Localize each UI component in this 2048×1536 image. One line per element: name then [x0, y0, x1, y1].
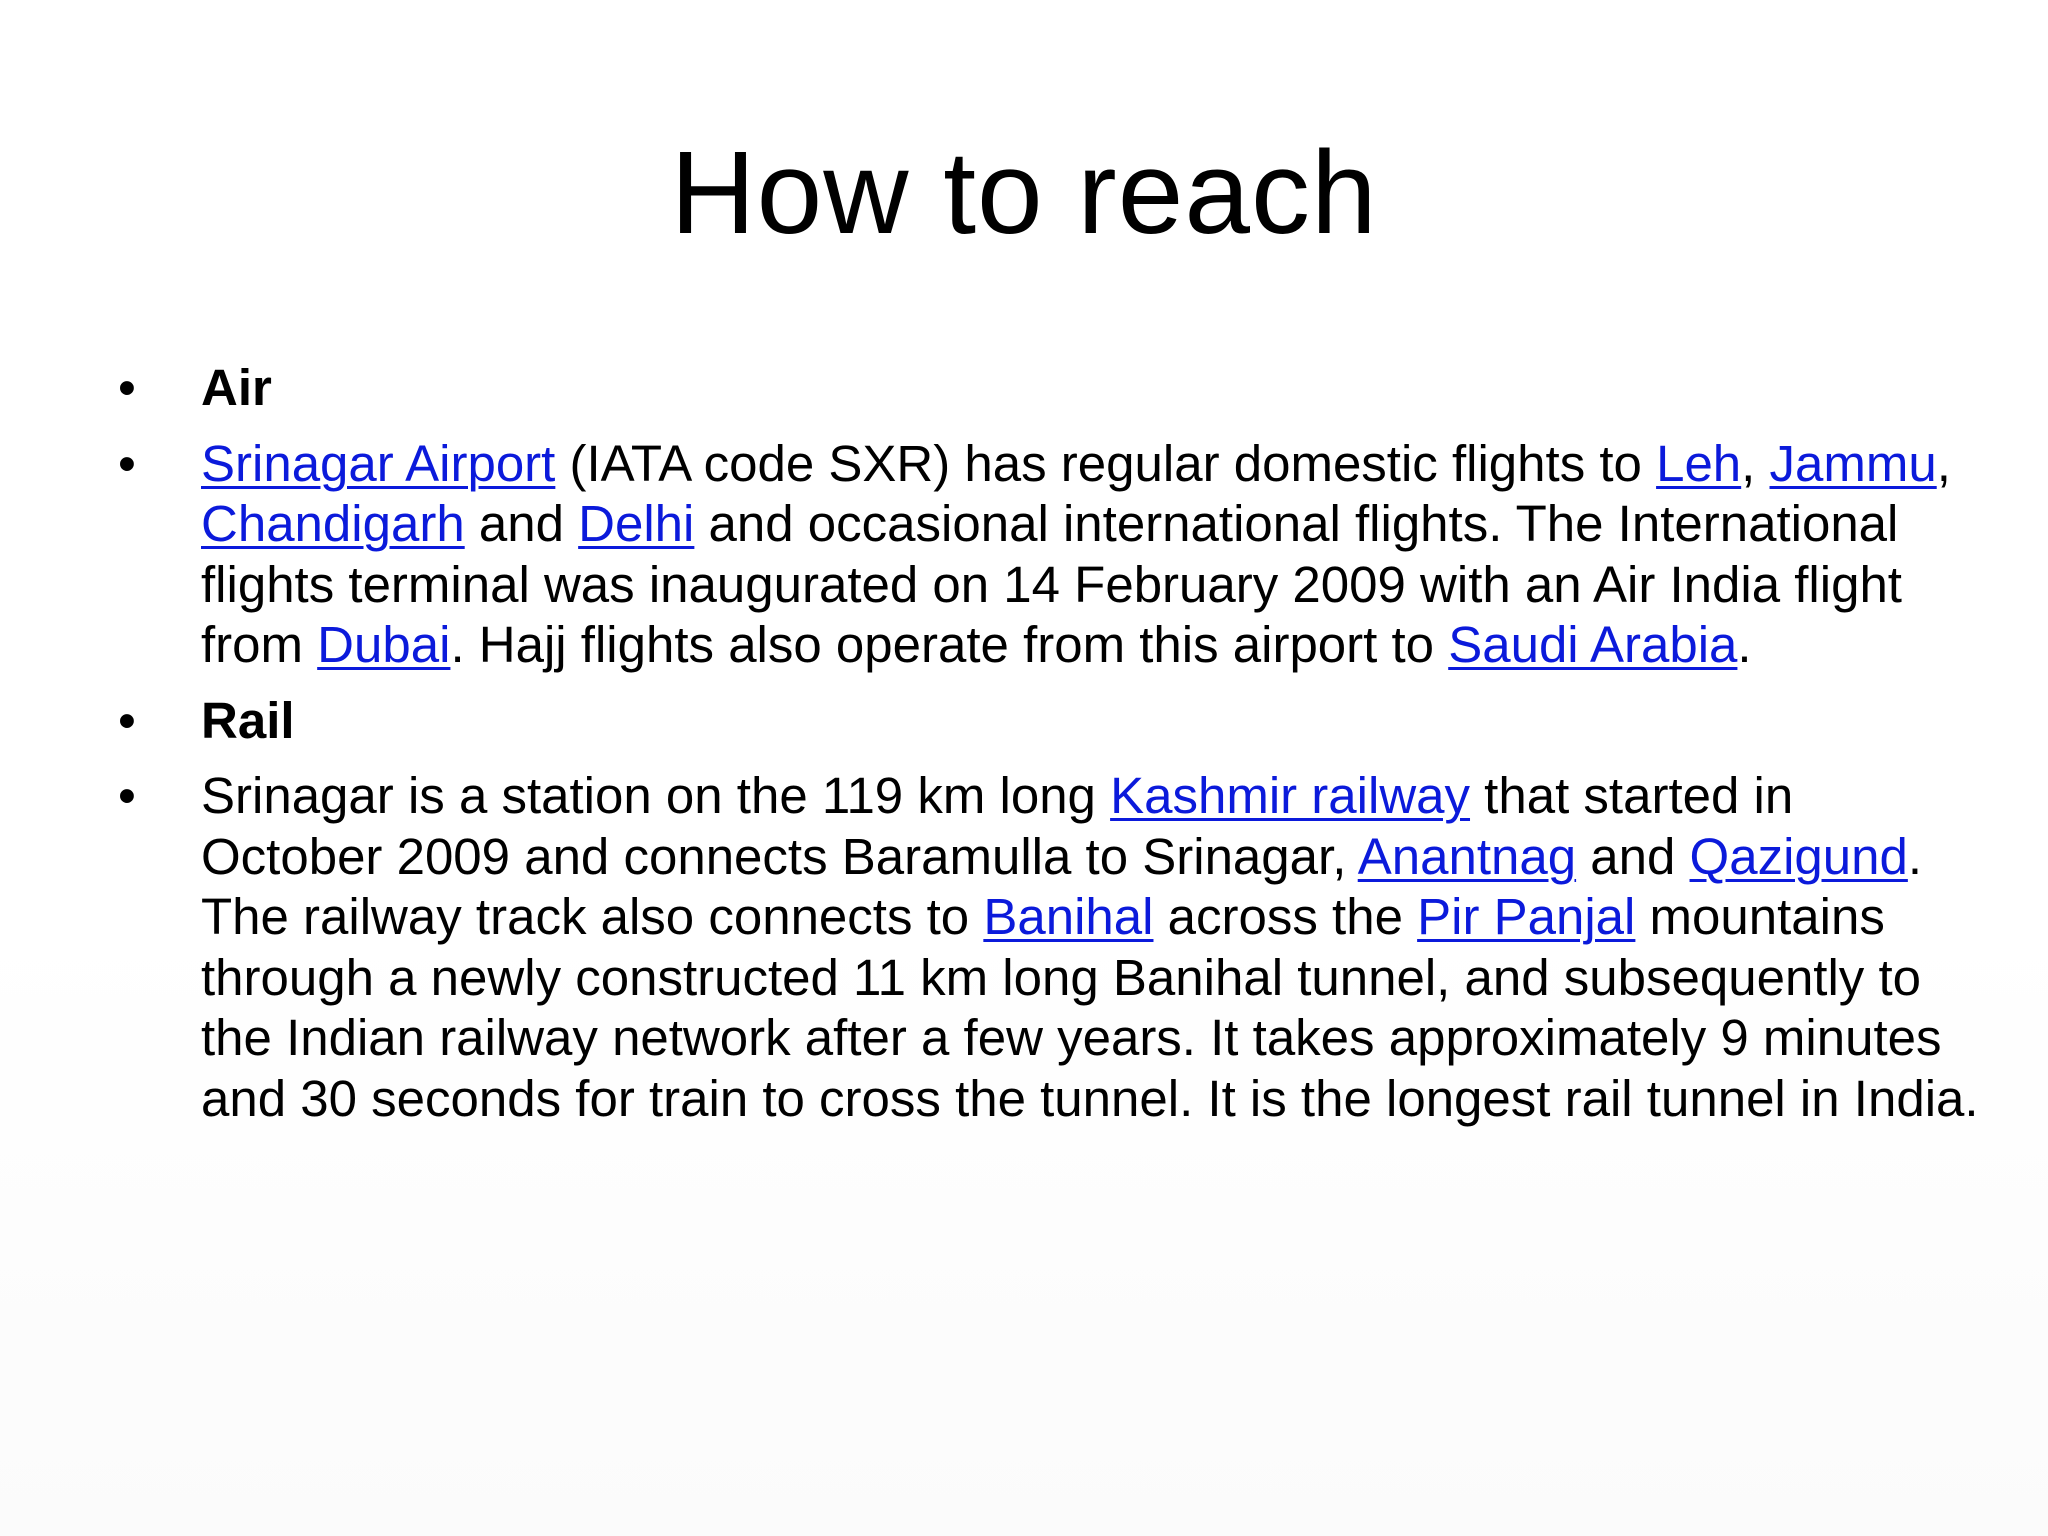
bullet-dot-icon: •: [118, 434, 136, 492]
link-kashmir-railway[interactable]: Kashmir railway: [1110, 767, 1471, 824]
air-text: and: [464, 495, 579, 552]
rail-text: that started in October 2009 and connects Baramulla to Srinagar,: [201, 767, 1794, 885]
section-heading-rail: Rail: [201, 691, 295, 749]
air-text: .: [1737, 616, 1752, 673]
air-text: (IATA code SXR) has regular domestic flights to: [555, 434, 1657, 492]
bullet-air-heading: [0, 358, 2048, 419]
rail-text: Srinagar is a station on the 119 km long: [201, 767, 1111, 824]
air-paragraph: [201, 434, 1988, 676]
rail-text: mountains through a newly constructed 11 km long Banihal tunnel, and subsequently to the Indian railway network after a few years. It takes approximately 9 minutes and 30 seconds for train to cross the tunnel. It is the longest rail tunnel in India.: [201, 888, 1979, 1127]
rail-text: and: [1576, 827, 1690, 885]
air-text: ,: [1741, 434, 1770, 492]
link-anantnag[interactable]: Anantnag: [1357, 827, 1577, 885]
bullet-rail-paragraph: [0, 766, 2048, 1129]
bullet-dot-icon: •: [118, 359, 136, 416]
bullet-dot-icon: •: [118, 691, 136, 749]
link-jammu[interactable]: Jammu: [1769, 434, 1937, 492]
link-saudi-arabia[interactable]: Saudi Arabia: [1448, 616, 1738, 673]
bullet-list: [0, 358, 2048, 1144]
air-text: and occasional international flights. The International flights terminal was inaugurated on 14 February 2009 with an Air India flight from: [201, 495, 1902, 673]
link-pir-panjal[interactable]: Pir Panjal: [1417, 888, 1636, 945]
link-banihal[interactable]: Banihal: [983, 888, 1154, 945]
link-qazigund[interactable]: Qazigund: [1689, 827, 1908, 885]
section-heading-air: Air: [201, 359, 272, 416]
link-dubai[interactable]: Dubai: [317, 616, 451, 673]
link-delhi[interactable]: Delhi: [578, 495, 695, 552]
bullet-rail-heading: [0, 691, 2048, 752]
air-text: ,: [1936, 434, 1951, 492]
link-srinagar-airport[interactable]: Srinagar Airport: [201, 434, 556, 492]
rail-text: . The railway track also connects to: [201, 827, 1923, 945]
link-leh[interactable]: Leh: [1656, 434, 1742, 492]
bullet-dot-icon: •: [118, 767, 136, 824]
bullet-air-paragraph: [0, 434, 2048, 676]
air-text: . Hajj flights also operate from this airport to: [450, 616, 1449, 673]
slide-title: How to reach: [670, 127, 1378, 259]
rail-text: across the: [1153, 888, 1418, 945]
link-chandigarh[interactable]: Chandigarh: [201, 495, 465, 552]
rail-paragraph: [201, 766, 1988, 1129]
